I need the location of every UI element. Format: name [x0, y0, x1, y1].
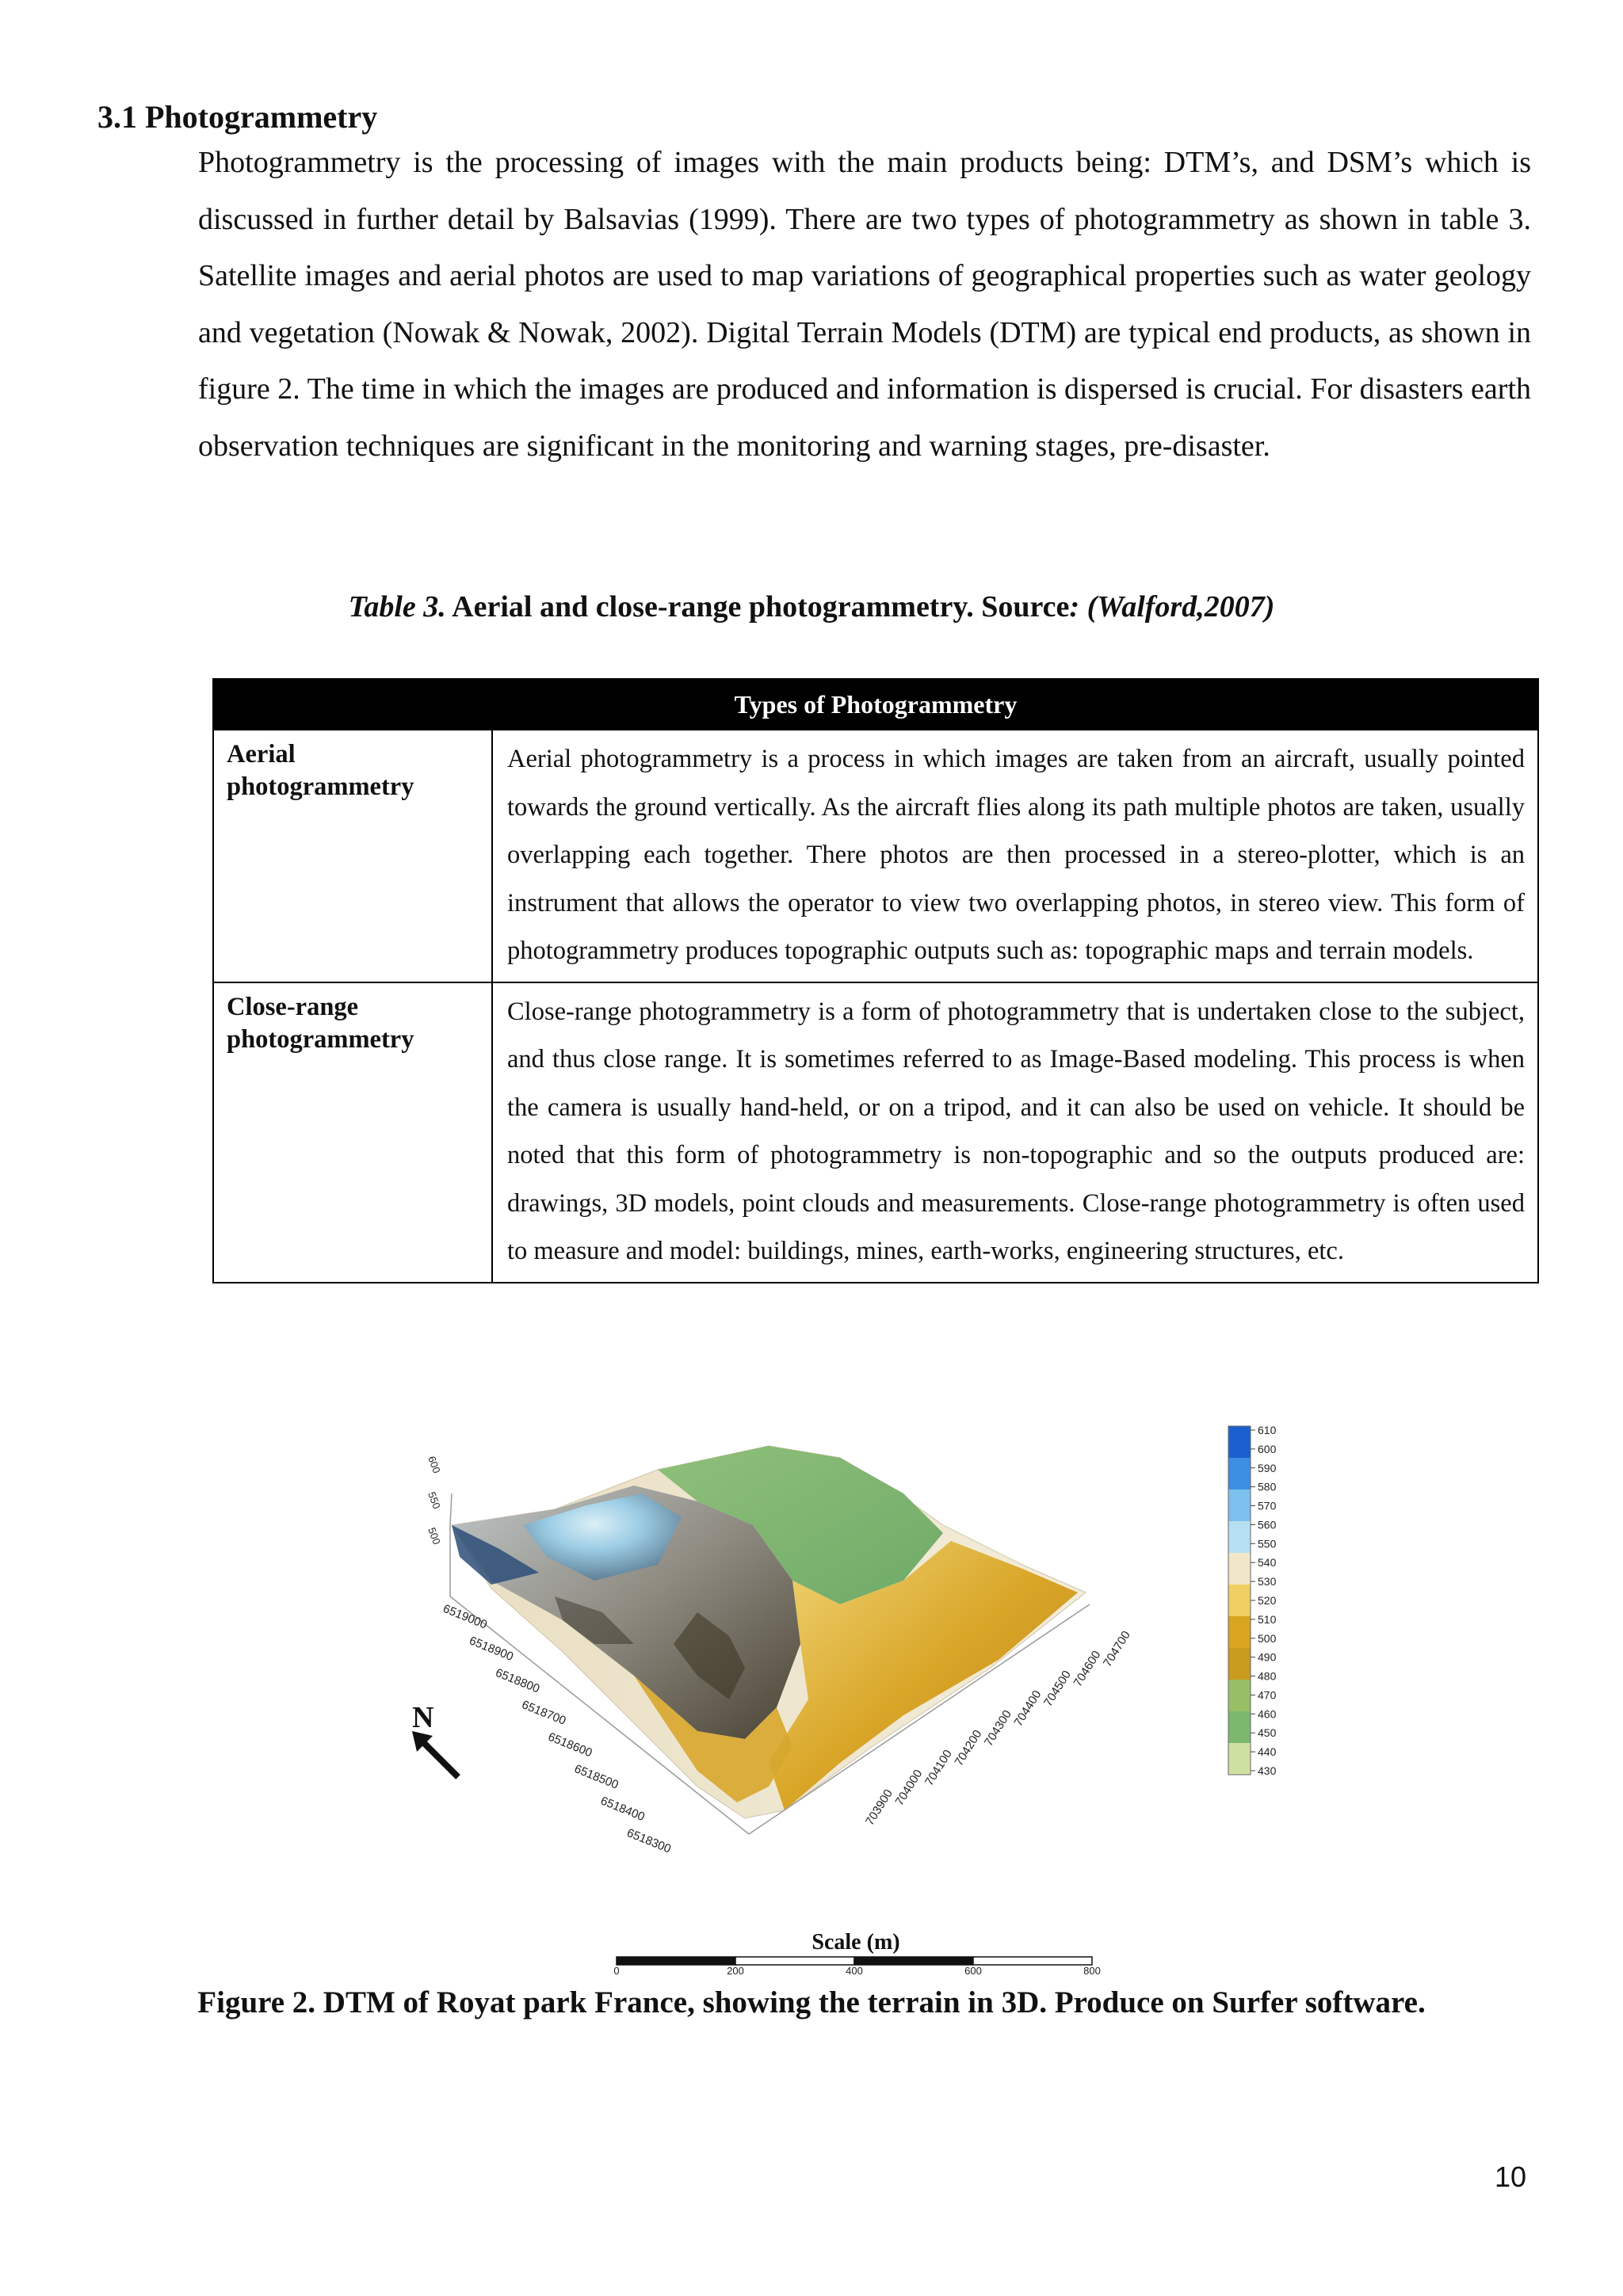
north-arrow — [412, 1701, 458, 1777]
colorbar-tick-label: 440 — [1258, 1745, 1277, 1759]
terrain-surface — [452, 1446, 1086, 1818]
x-tick-label: 704000 — [892, 1767, 926, 1809]
colorbar-segment — [1228, 1426, 1251, 1459]
x-tick-label: 704700 — [1100, 1628, 1133, 1670]
figure-caption: Figure 2. DTM of Royat park France, showing the terrain in 3D. Produce on Surfer software. — [197, 1985, 1426, 2019]
colorbar-tick-label: 430 — [1258, 1764, 1277, 1777]
colorbar-tick-label: 580 — [1258, 1480, 1277, 1493]
scale-tick-label: 200 — [727, 1965, 744, 1977]
colorbar-tick-label: 600 — [1258, 1442, 1277, 1455]
page-number: 10 — [1494, 2161, 1526, 2193]
scale-title: Scale (m) — [812, 1930, 900, 1955]
z-tick-label: 550 — [426, 1489, 443, 1511]
scale-tick-label: 0 — [613, 1965, 620, 1977]
y-tick-label: 6518600 — [546, 1730, 594, 1760]
table-header: Types of Photogrammetry — [213, 679, 1538, 730]
table-caption-label: Table 3. — [348, 590, 446, 624]
row-text-aerial: Aerial photogrammetry is a process in which images are taken from an aircraft, usually pointed towards the ground vertically. As the aircraft flies along its path multiple photos are taken, usually overlapping each together. There photos are then processed in a stereo-plotter, which is an instrument that allows the operator to view two overlapping photos, in stereo view. This form of photogrammetry produces topographic outputs such as: topographic maps and terrain models. — [492, 730, 1538, 982]
table-row — [213, 982, 1538, 1283]
y-tick-label: 6519000 — [441, 1601, 490, 1632]
colorbar-tick-label: 500 — [1258, 1631, 1277, 1645]
z-tick-label: 600 — [426, 1454, 443, 1475]
y-tick-label: 6518400 — [598, 1794, 647, 1825]
row-label-close-range: Close-range photogrammetry — [213, 982, 492, 1283]
scale-bar — [613, 1930, 1100, 1977]
table-header-row — [213, 679, 1538, 730]
z-tick-label: 500 — [426, 1525, 443, 1547]
scale-segment — [973, 1957, 1092, 1965]
section-heading: 3.1 Photogrammetry — [97, 99, 378, 135]
colorbar-segment — [1228, 1585, 1251, 1617]
colorbar-tick-label: 560 — [1258, 1518, 1277, 1531]
scale-tick-label: 800 — [1083, 1965, 1101, 1977]
colorbar-segment — [1228, 1743, 1251, 1775]
elevation-colorbar — [1228, 1424, 1277, 1777]
scale-segment — [617, 1957, 735, 1965]
colorbar-tick-label: 530 — [1258, 1575, 1277, 1589]
y-tick-label: 6518300 — [624, 1825, 674, 1856]
colorbar-tick-label: 610 — [1258, 1424, 1277, 1436]
z-axis-ticks — [426, 1455, 443, 1547]
colorbar-segment — [1228, 1458, 1251, 1490]
table-caption — [0, 589, 1623, 624]
x-tick-label: 704600 — [1071, 1648, 1104, 1690]
colorbar-tick-label: 510 — [1258, 1612, 1277, 1626]
north-label: N — [412, 1701, 434, 1734]
scale-tick-label: 600 — [964, 1965, 982, 1977]
body-paragraph: Photogrammetry is the processing of images with the main products being: DTM’s, and DSM’s which is discussed in further detail by Balsavias (1999). There are two types of photogrammetry as shown in table 3. Satellite images and aerial photos are used to map variations of geographical properties such as water geology and vegetation (Nowak & Nowak, 2002). Digital Terrain Models (DTM) are typical end products, as shown in figure 2. The time in which the images are produced and information is dispersed is crucial. For disasters earth observation techniques are significant in the monitoring and warning stages, pre-disaster. — [198, 146, 1531, 463]
y-tick-label: 6518900 — [467, 1634, 516, 1665]
y-tick-label: 6518800 — [493, 1665, 542, 1696]
colorbar-segment — [1228, 1489, 1251, 1522]
colorbar-tick-label: 550 — [1258, 1537, 1277, 1550]
scale-segment — [854, 1957, 973, 1965]
row-text-close-range: Close-range photogrammetry is a form of photogrammetry that is undertaken close to the subject, and thus close range. It is sometimes referred to as Image-Based modeling. This process is when the camera is usually hand-held, or on a tripod, and it can also be used on vehicle. It should be noted that this form of photogrammetry is non-topographic and so the outputs produced are: drawings, 3D models, point clouds and measurements. Close-range photogrammetry is often used to measure and model: buildings, mines, earth-works, engineering structures, etc. — [492, 982, 1538, 1283]
dtm-figure — [396, 1414, 1316, 1977]
colorbar-segment — [1228, 1553, 1251, 1585]
y-tick-label: 6518700 — [519, 1698, 568, 1728]
colorbar-segment — [1228, 1680, 1251, 1712]
table-row — [213, 730, 1538, 982]
colorbar-tick-label: 490 — [1258, 1650, 1277, 1664]
colorbar-tick-label: 460 — [1258, 1707, 1277, 1721]
colorbar-tick-label: 520 — [1258, 1594, 1277, 1607]
x-tick-label: 703900 — [862, 1787, 896, 1829]
photogrammetry-types-table — [212, 678, 1539, 1283]
row-label-aerial: Aerial photogrammetry — [213, 730, 492, 982]
scale-segment — [735, 1957, 854, 1965]
x-tick-label: 704100 — [922, 1747, 955, 1789]
scale-tick-label: 400 — [846, 1965, 863, 1977]
colorbar-tick-label: 570 — [1258, 1499, 1277, 1512]
x-tick-label: 704300 — [981, 1707, 1014, 1749]
table-caption-text: Aerial and close-range photogrammetry. Source — [445, 590, 1070, 624]
table-caption-source: : (Walford,2007) — [1069, 590, 1275, 624]
colorbar-tick-label: 540 — [1258, 1556, 1277, 1569]
colorbar-segment — [1228, 1648, 1251, 1680]
y-tick-label: 6518500 — [572, 1762, 621, 1792]
colorbar-segment — [1228, 1521, 1251, 1554]
colorbar-tick-label: 470 — [1258, 1688, 1277, 1702]
dtm-terrain-render — [396, 1414, 1316, 1977]
x-tick-label: 704400 — [1011, 1688, 1044, 1730]
colorbar-segment — [1228, 1711, 1251, 1744]
x-tick-label: 704500 — [1041, 1668, 1074, 1710]
x-tick-label: 704200 — [952, 1727, 985, 1769]
colorbar-tick-label: 480 — [1258, 1669, 1277, 1683]
colorbar-tick-label: 450 — [1258, 1726, 1277, 1740]
colorbar-segment — [1228, 1616, 1251, 1649]
colorbar-tick-label: 590 — [1258, 1461, 1277, 1474]
